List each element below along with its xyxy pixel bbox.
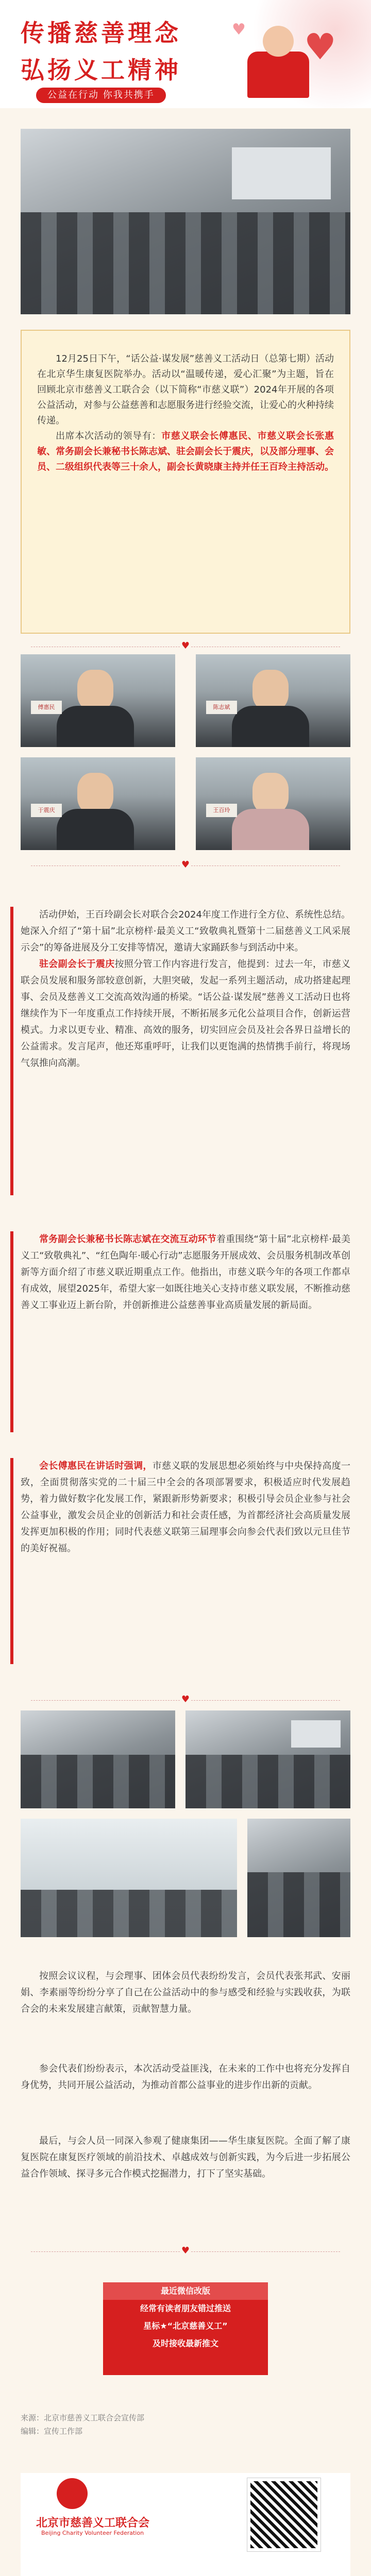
notice-star-line: 星标★“北京慈善义工” bbox=[143, 2321, 228, 2331]
section-marker bbox=[10, 1231, 13, 1432]
portrait-photo bbox=[196, 757, 350, 850]
notice-line: 及时接收最新推文 bbox=[152, 2338, 218, 2348]
speech-text: 市慈义联的发展思想必须始终与中央保持高度一致，全面贯彻落实党的二十届三中全会的各项部署要求，积极适应时代发展趋势，着力做好数字化发展工作，紧跟新形势新要求；积极引导会员企业参与社会公益事业，激发会员企业的创新活力和社会责任感，为首都经济社会高质量发展发挥更加积极的作用；同时代表慈义联第三届理事会向参会代表们致以元旦佳节的美好祝福。 bbox=[21, 1461, 350, 1554]
body-paragraph-3 bbox=[21, 1231, 350, 1314]
heart-icon: ♥ bbox=[181, 859, 190, 870]
event-photo-main bbox=[21, 129, 350, 314]
body-paragraph-4 bbox=[21, 1458, 350, 1557]
name-plate: 陈志斌 bbox=[206, 701, 237, 714]
event-photo bbox=[185, 1710, 350, 1808]
article-source: 来源：北京市慈善义工联合会宣传部 bbox=[21, 2413, 145, 2422]
volunteer-illustration bbox=[227, 15, 350, 103]
banner-title-line2: 弘扬义工精神 bbox=[21, 56, 181, 84]
name-plate: 于震庆 bbox=[31, 804, 62, 817]
speech-text: 按照分管工作内容进行发言，他提到：过去一年，市慈义联会员发展和服务部较意创新，大胆突破，发起一系列主题活动，成功搭建起理事、会员及慈善义工交流高效沟通的桥梁。“话公益·谋发展”慈善义工活动日也将继续作为下一年度重点工作持续开展，不断拓展多元化公益项目合作，创新运营模式。力求以更专业、精准、高效的服务，切实回应会员及社会各界日益增长的公益需求。发言尾声，他还郑重呼吁，让我们以更饱满的热情携手前行，将现场气氛推向高潮。 bbox=[21, 959, 350, 1069]
intro-attendees-label: 出席本次活动的领导有： bbox=[56, 431, 162, 442]
hospital-photo bbox=[21, 1819, 237, 1937]
figure-body bbox=[247, 52, 309, 98]
section-marker bbox=[10, 1458, 13, 1664]
name-plate: 傅惠民 bbox=[31, 701, 62, 714]
article-meta bbox=[21, 2411, 144, 2438]
speaker-name: 常务副会长兼秘书长陈志斌在交流互动环节 bbox=[39, 1234, 217, 1245]
body-section-3 bbox=[21, 1458, 350, 1557]
qr-code[interactable] bbox=[247, 2478, 321, 2551]
notice-line: 最近微信改版 bbox=[103, 2282, 268, 2300]
body-section-1 bbox=[21, 907, 350, 1072]
intro-attendees-list: 市慈义联会长傅惠民、市慈义联会长张惠敏、常务副会长兼秘书长陈志斌、驻会副会长于震庆，以及部分理事、会员、二级组织代表等三十余人，副会长黄晓康主持并任王百玲主持活动。 bbox=[37, 431, 334, 472]
article-editor: 编辑：宣传工作部 bbox=[21, 2427, 83, 2436]
event-photo bbox=[247, 1819, 350, 1937]
section-divider bbox=[0, 860, 371, 871]
intro-paragraph-2 bbox=[37, 429, 334, 475]
section-marker bbox=[10, 907, 13, 1195]
org-english-name: Beijing Charity Volunteer Federation bbox=[41, 2530, 144, 2536]
banner-title bbox=[21, 14, 181, 86]
intro-card bbox=[21, 330, 350, 634]
heart-icon: ♥ bbox=[181, 640, 190, 651]
small-heart-icon: ♥ bbox=[232, 21, 246, 39]
body-paragraph-1: 活动伊始，王百玲副会长对联合会2024年度工作进行全方位、系统性总结。她深入介绍了“第十届”北京榜样·最美义工“致敬典礼暨第十二届慈善义工风采展示会”的筹备进展及分工安排等情况，邀请大家踊跃参与到活动中来。 bbox=[21, 909, 350, 953]
figure-head bbox=[263, 26, 294, 57]
heart-icon: ♥ bbox=[181, 2245, 190, 2256]
footer-block bbox=[21, 2473, 350, 2576]
event-photo bbox=[21, 1710, 175, 1808]
speech-text: 着重围绕“第十届”北京榜样·最美义工“致敬典礼”、“红色陶年·暖心行动”志愿服务开展成效、会员服务机制改革创新等方面介绍了市慈义联近期重点工作。他指出，市慈义联今年的各项工作都卓有成效，展望2025年，希望大家一如既往地关心支持市慈义联发展，不断推动慈善义工事业迈上新台阶，并创新推进公益慈善事业高质量发展的新局面。 bbox=[21, 1234, 351, 1311]
notice-line: 经常有读者朋友错过推送 bbox=[140, 2303, 231, 2313]
wechat-notice bbox=[103, 2282, 268, 2375]
portrait-photo bbox=[21, 654, 175, 747]
section-divider bbox=[0, 1695, 371, 1705]
header-banner bbox=[0, 0, 371, 108]
body-section-4 bbox=[21, 1968, 350, 2018]
body-section-5 bbox=[21, 2061, 350, 2094]
speaker-name: 驻会副会长于震庆 bbox=[39, 959, 115, 970]
portrait-photo bbox=[21, 757, 175, 850]
body-section-2 bbox=[21, 1231, 350, 1314]
heart-icon: ♥ bbox=[181, 1694, 190, 1705]
org-logo bbox=[57, 2478, 88, 2509]
intro-paragraph-1: 12月25日下午，“话公益·谋发展”慈善义工活动日（总第七期）活动在北京华生康复医院举办。活动以“温暖传递，爱心汇聚”为主题，旨在回顾北京市慈善义工联合会（以下简称“市慈义联”）2024年开展的各项公益活动，对参与公益慈善和志愿服务进行经验交流，让爱心的火种持续传递。 bbox=[37, 353, 334, 426]
speaker-name: 会长傅惠民在讲话时强调， bbox=[39, 1461, 153, 1471]
body-paragraph-6: 参会代表们纷纷表示，本次活动受益匪浅，在未来的工作中也将充分发挥自身优势，共同开展公益活动，为推动首都公益事业的进步作出新的贡献。 bbox=[21, 2063, 350, 2091]
portrait-photo bbox=[196, 654, 350, 747]
section-divider bbox=[0, 641, 371, 652]
body-section-6 bbox=[21, 2133, 350, 2182]
section-divider bbox=[0, 2246, 371, 2257]
banner-slogan: 公益在行动 你我共携手 bbox=[36, 88, 166, 103]
body-paragraph-7: 最后，与会人员一同深入参观了健康集团——华生康复医院。全面了解了康复医院在康复医疗领域的前沿技术、卓越成效与创新实践，为今后进一步拓展公益合作领域、探寻多元合作模式挖掘潜力，打下了坚实基础。 bbox=[21, 2136, 350, 2179]
banner-title-line1: 传播慈善理念 bbox=[21, 19, 181, 47]
body-paragraph-5: 按照会议议程，与会理事、团体会员代表纷纷发言，会员代表张邦武、安丽娟、李素丽等纷纷分享了自己在公益活动中的参与感受和经验与实践收获，为联合会的未来发展建言献策，贡献智慧力量。 bbox=[21, 1971, 350, 2014]
heart-icon: ♥ bbox=[304, 26, 336, 68]
name-plate: 王百玲 bbox=[206, 804, 237, 817]
body-paragraph-2 bbox=[21, 956, 350, 1072]
org-name: 北京市慈善义工联合会 bbox=[36, 2517, 150, 2530]
